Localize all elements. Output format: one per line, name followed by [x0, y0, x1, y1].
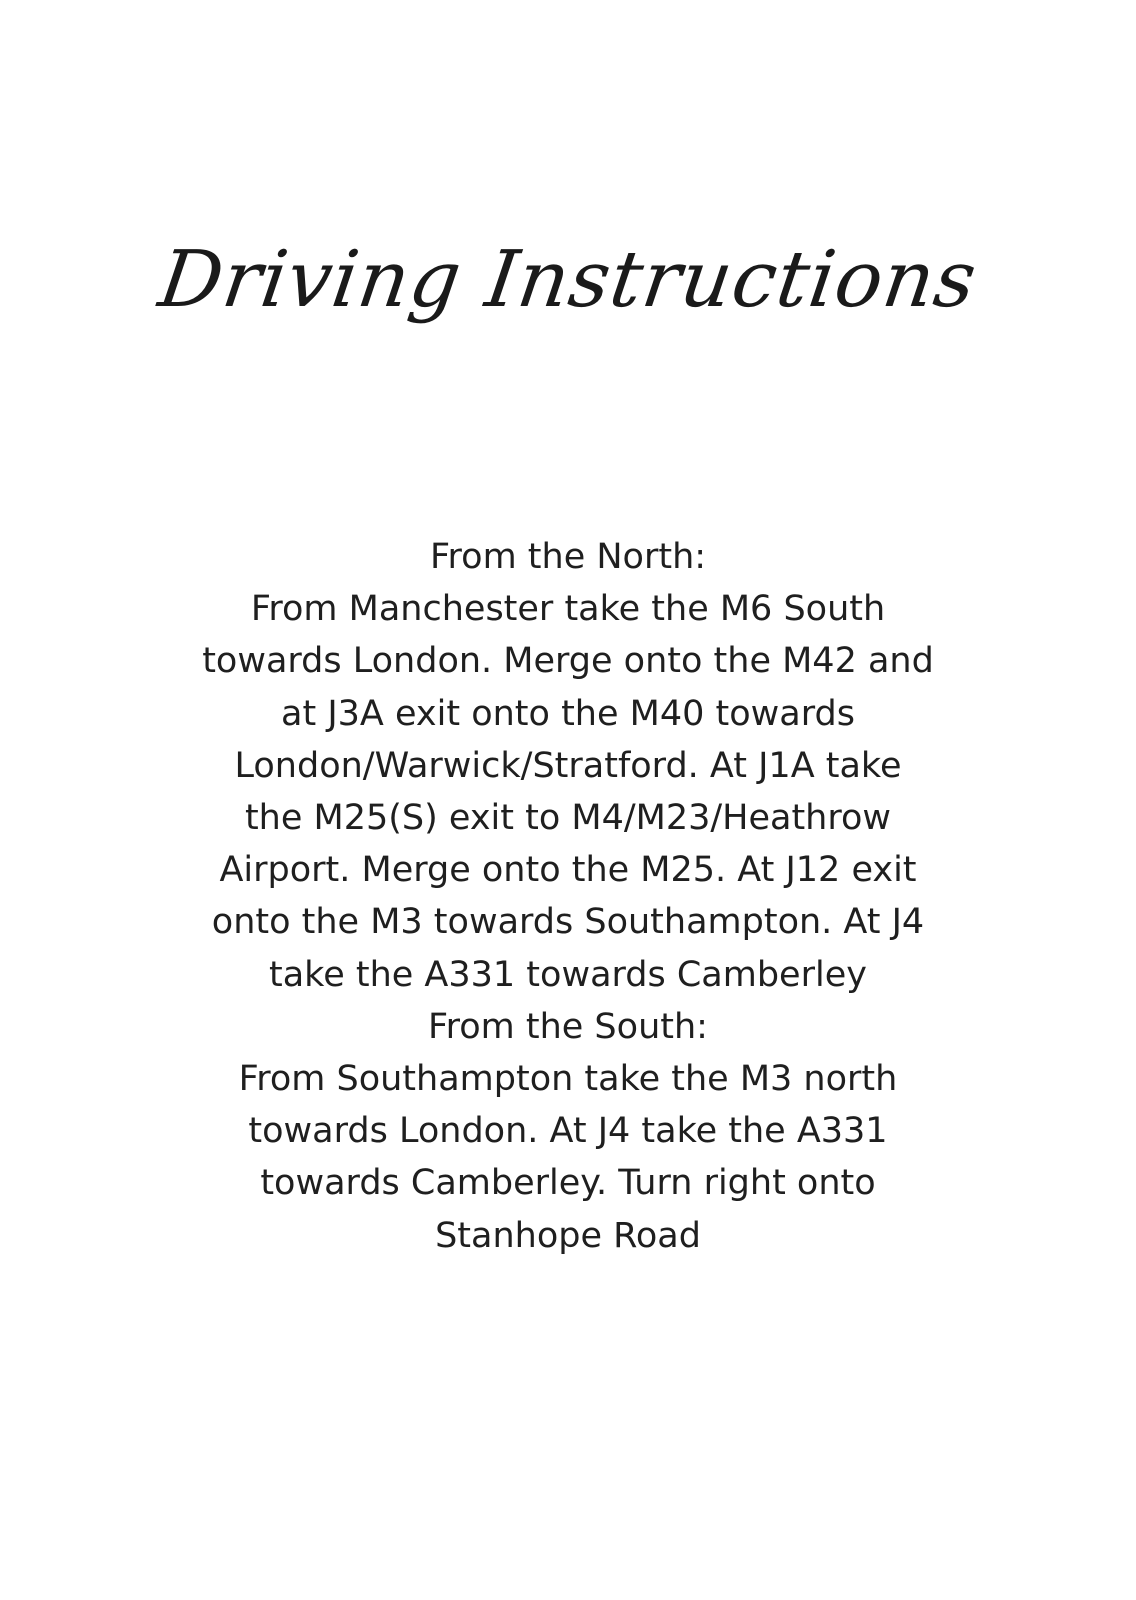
- directions-line: towards London. At J4 take the A331: [248, 1111, 888, 1152]
- directions-line: take the A331 towards Camberley: [269, 954, 867, 995]
- directions-line: Airport. Merge onto the M25. At J12 exit: [219, 850, 917, 891]
- directions-text: [140, 531, 996, 1262]
- directions-line: From Southampton take the M3 north: [238, 1059, 898, 1100]
- directions-line: the M25(S) exit to M4/M23/Heathrow: [244, 798, 892, 839]
- section-heading-south: From the South:: [428, 1006, 708, 1047]
- directions-line: at J3A exit onto the M40 towards: [281, 693, 855, 734]
- directions-line: onto the M3 towards Southampton. At J4: [211, 902, 925, 943]
- directions-line: towards London. Merge onto the M42 and: [202, 641, 934, 682]
- section-heading-north: From the North:: [429, 537, 707, 577]
- page-title: Driving Instructions: [153, 235, 983, 325]
- directions-line: Stanhope Road: [435, 1215, 701, 1256]
- directions-line: London/Warwick/Stratford. At J1A take: [234, 745, 902, 786]
- directions-line: towards Camberley. Turn right onto: [260, 1163, 876, 1204]
- directions-line: From Manchester take the M6 South: [250, 589, 886, 630]
